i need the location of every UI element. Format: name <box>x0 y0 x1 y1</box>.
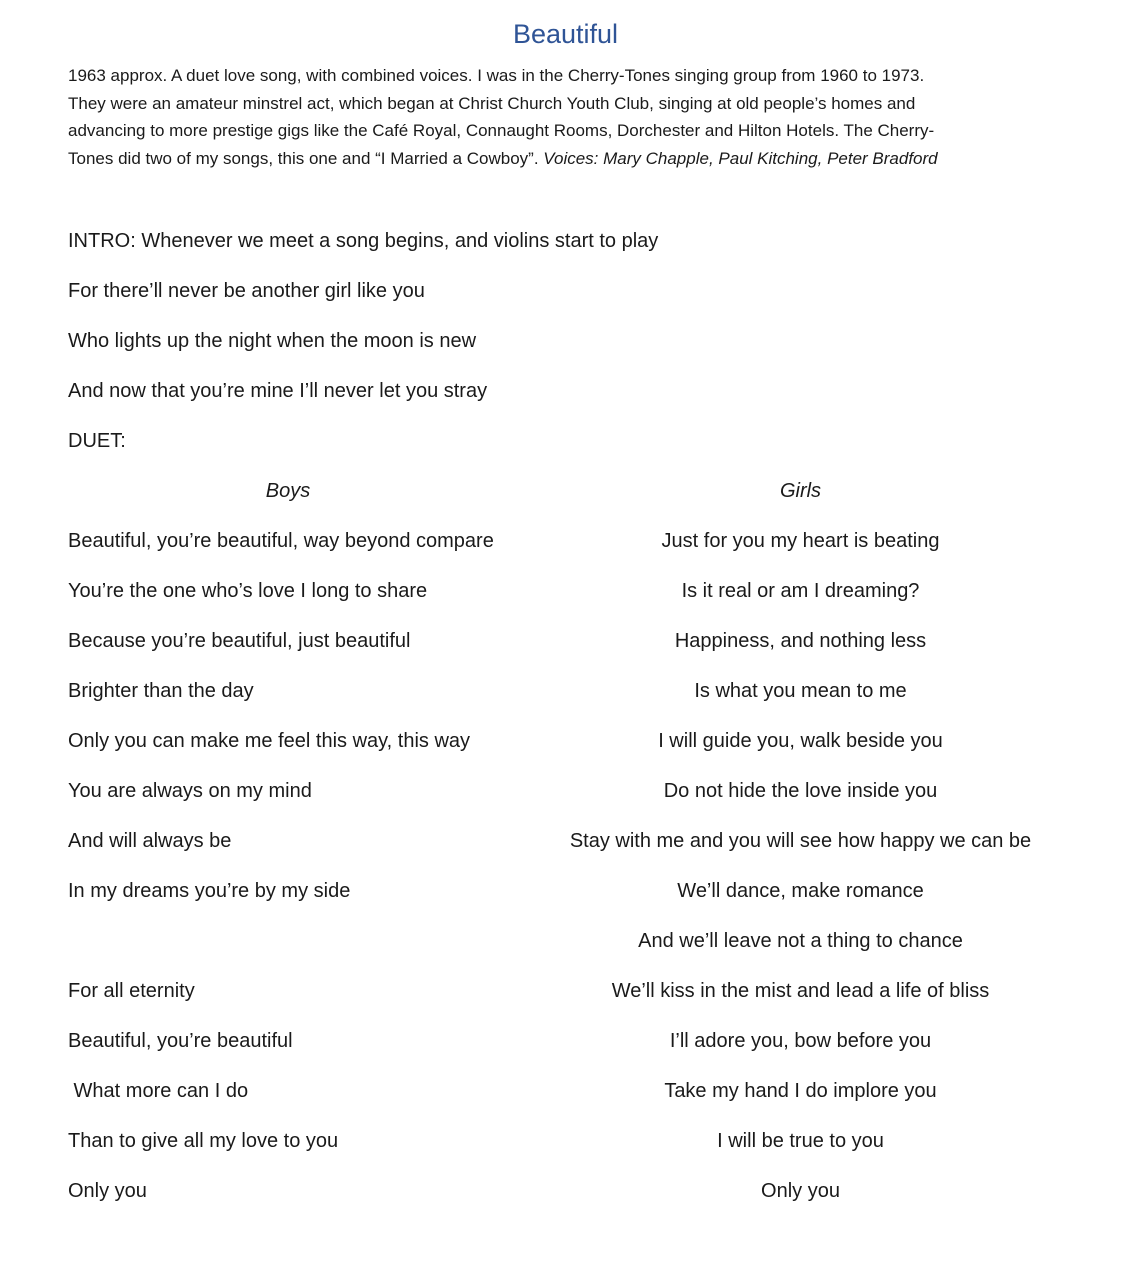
intro-line: advancing to more prestige gigs like the Café Royal, Connaught Rooms, Dorchester and Hilton Hotels. The Cherry- <box>68 121 935 140</box>
duet-row <box>68 816 1063 866</box>
duet-line-girls: Stay with me and you will see how happy we can be <box>569 830 1032 852</box>
duet-line-boys: Only you <box>68 1180 147 1202</box>
duet-line-boys: What more can I do <box>68 1080 249 1102</box>
duet-line-boys: Than to give all my love to you <box>68 1130 339 1152</box>
duet-line-girls: Take my hand I do implore you <box>664 1080 937 1102</box>
intro-line: They were an amateur minstrel act, which began at Christ Church Youth Club, singing at old people’s homes and <box>68 93 916 113</box>
duet-row <box>68 1066 1063 1116</box>
duet-line-girls: And we’ll leave not a thing to chance <box>638 930 963 952</box>
page-title: Beautiful <box>512 19 619 49</box>
duet-row <box>68 516 1063 566</box>
duet-line-girls: Just for you my heart is beating <box>661 530 940 552</box>
intro-line <box>68 145 1063 173</box>
duet-header-girls: Girls <box>779 480 822 502</box>
intro-line-regular: Tones did two of my songs, this one and “I Married a Cowboy”. <box>68 148 544 168</box>
duet-row <box>68 666 1063 716</box>
verse-line: Who lights up the night when the moon is new <box>68 330 477 352</box>
intro-paragraph <box>68 62 1063 172</box>
intro-verse <box>68 216 1063 466</box>
duet-line-boys: Beautiful, you’re beautiful <box>68 1030 293 1052</box>
duet-line-boys: You’re the one who’s love I long to share <box>68 580 428 602</box>
verse-line: INTRO: Whenever we meet a song begins, and violins start to play <box>68 230 659 252</box>
duet-row <box>68 1116 1063 1166</box>
duet-line-girls: Is it real or am I dreaming? <box>681 580 920 602</box>
duet-line-girls: I’ll adore you, bow before you <box>669 1030 932 1052</box>
duet-line-girls: We’ll dance, make romance <box>677 880 924 902</box>
duet-row <box>68 766 1063 816</box>
duet-line-girls: Happiness, and nothing less <box>674 630 927 652</box>
duet-line-boys: Because you’re beautiful, just beautiful <box>68 630 411 652</box>
verse-line: DUET: <box>68 430 126 452</box>
duet-row <box>68 866 1063 916</box>
duet-line-girls: I will be true to you <box>717 1130 884 1152</box>
duet-line-boys: In my dreams you’re by my side <box>68 880 351 902</box>
duet-row <box>68 966 1063 1016</box>
verse-line: And now that you’re mine I’ll never let you stray <box>68 380 488 402</box>
duet-row <box>68 1016 1063 1066</box>
duet-row <box>68 1166 1063 1216</box>
duet-line-girls: I will guide you, walk beside you <box>658 730 943 752</box>
duet-line-boys: And will always be <box>68 830 232 852</box>
duet-line-girls: Is what you mean to me <box>694 680 907 702</box>
verse-line: For there’ll never be another girl like you <box>68 280 425 302</box>
intro-line: 1963 approx. A duet love song, with combined voices. I was in the Cherry-Tones singing group from 1960 to 1973. <box>68 66 925 85</box>
duet-line-boys: Brighter than the day <box>68 680 254 702</box>
duet-row <box>68 716 1063 766</box>
duet-line-boys: You are always on my mind <box>68 780 312 802</box>
duet-line-boys <box>68 916 508 966</box>
duet-line-boys: For all eternity <box>68 980 195 1002</box>
intro-credits: Voices: Mary Chapple, Paul Kitching, Peter Bradford <box>543 148 938 168</box>
duet-row <box>68 566 1063 616</box>
duet-header-boys: Boys <box>265 480 311 502</box>
duet-line-girls: Do not hide the love inside you <box>663 780 938 802</box>
duet-row <box>68 916 1063 966</box>
duet-line-boys: Only you can make me feel this way, this way <box>68 730 471 752</box>
duet-line-boys: Beautiful, you’re beautiful, way beyond compare <box>68 530 494 552</box>
duet-line-girls: We’ll kiss in the mist and lead a life of bliss <box>611 980 990 1002</box>
duet-header-row <box>68 466 1063 516</box>
duet-row <box>68 616 1063 666</box>
duet-line-girls: Only you <box>761 1180 840 1202</box>
duet-section <box>68 466 1063 1216</box>
